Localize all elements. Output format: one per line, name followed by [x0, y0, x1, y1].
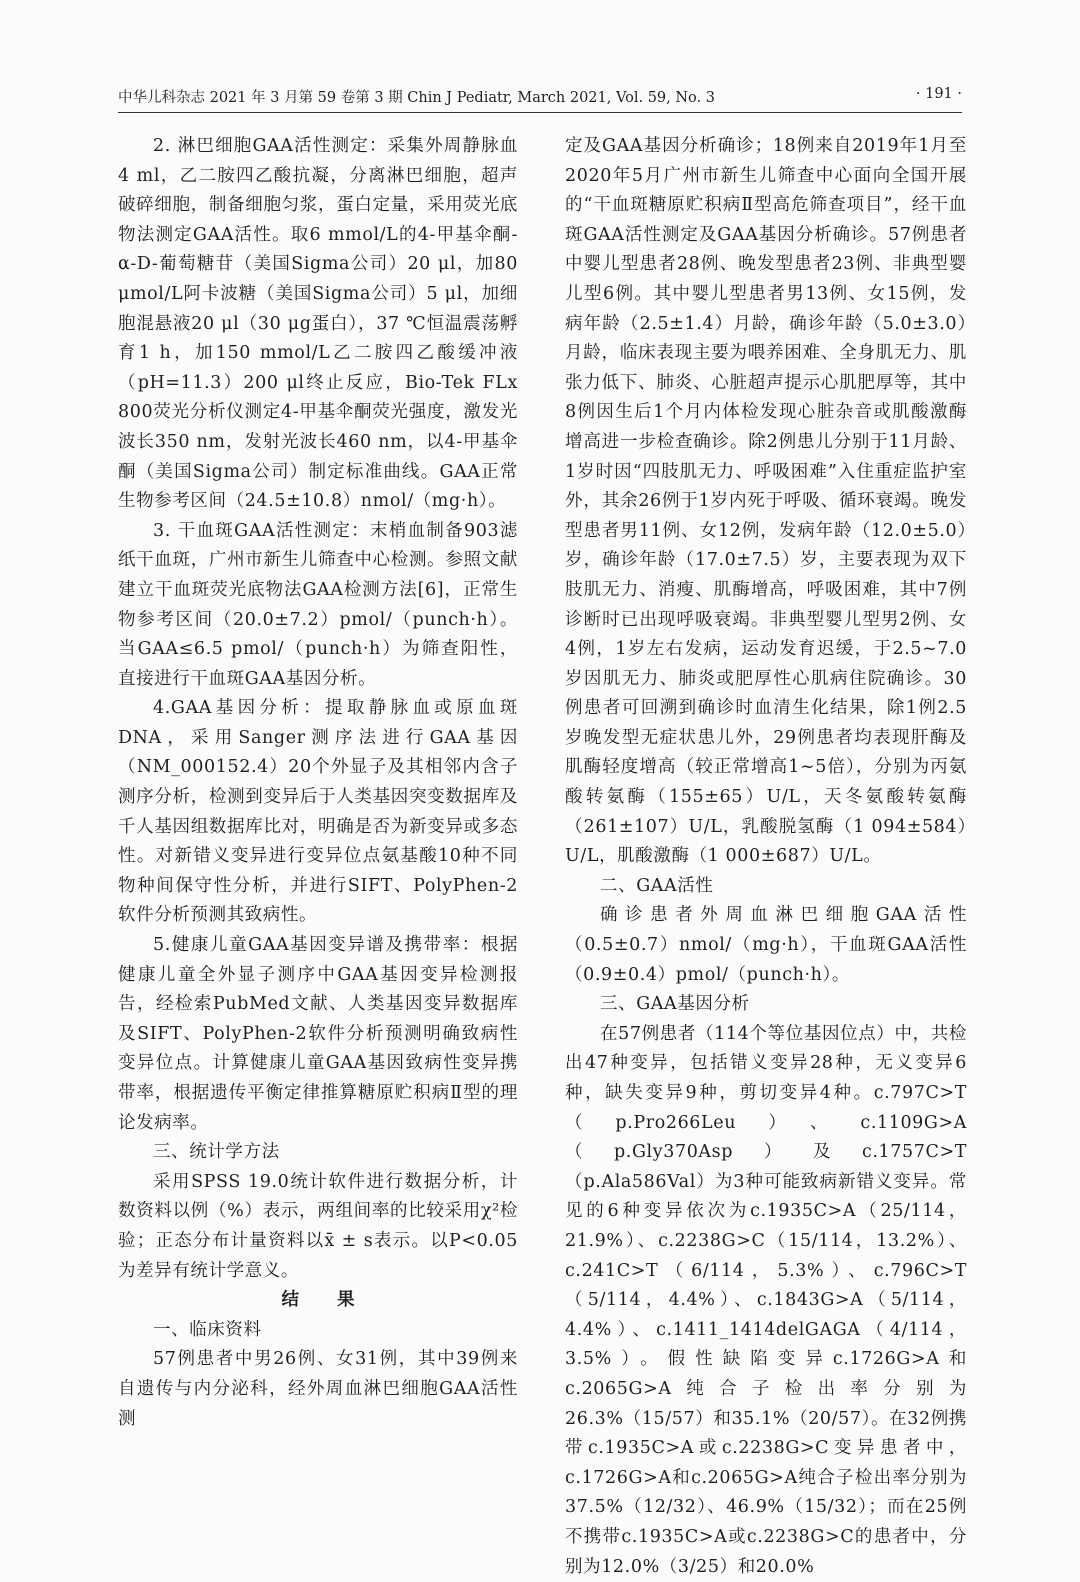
paragraph-statistics: 采用SPSS 19.0统计软件进行数据分析，计数资料以例（%）表示，两组间率的比较采用χ²检验；正态分布计量资料以x̄ ± s表示。以P<0.05为差异有统计学意义。: [118, 1171, 518, 1281]
journal-citation: 中华儿科杂志 2021 年 3 月第 59 卷第 3 期 Chin J Pediatr, March 2021, Vol. 59, No. 3: [118, 90, 715, 106]
paragraph-clinical-data-start: 57例患者中男26例、女31例，其中39例来自遗传与内分泌科，经外周血淋巴细胞GAA活性测: [118, 1349, 518, 1429]
paragraph-dried-blood-spot-gaa: 3. 干血斑GAA活性测定：末梢血制备903滤纸干血斑，广州市新生儿筛查中心检测。参照文献建立干血斑荧光底物法GAA检测方法[6]，正常生物参考区间（20.0±7.2）pmol/（punch·h）。当GAA≤6.5 pmol/（punch·h）为筛查阳性，直接进行干血斑GAA基因分析。: [118, 520, 518, 689]
subheading-gaa-activity: 二、GAA活性: [600, 875, 714, 896]
running-header: [118, 82, 962, 113]
page-number: · 191 ·: [915, 86, 962, 102]
subheading-statistics: 三、统计学方法: [153, 1142, 280, 1163]
paragraph-lymphocyte-gaa: 2. 淋巴细胞GAA活性测定：采集外周静脉血4 ml，乙二胺四乙酸抗凝，分离淋巴细胞，超声破碎细胞，制备细胞匀浆，蛋白定量，采用荧光底物法测定GAA活性。取6 mmol/L的4-甲基伞酮-α-D-葡萄糖苷（美国Sigma公司）20 μl，加80 μmol/L阿卡波糖（美国Sigma公司）5 μl，加细胞混悬液20 μl（30 μg蛋白），37 ℃恒温震荡孵育1 h，加150 mmol/L乙二胺四乙酸缓冲液（pH=11.3）200 μl终止反应，Bio-Tek FLx 800荧光分析仪测定4-甲基伞酮荧光强度，激发光波长350 nm，发射光波长460 nm，以4-甲基伞酮（美国Sigma公司）制定标准曲线。GAA正常生物参考区间（24.5±10.8）nmol/（mg·h）。: [118, 136, 518, 512]
right-column: [565, 132, 967, 1582]
paragraph-gaa-gene-analysis: 4.GAA基因分析：提取静脉血或原血斑DNA，采用Sanger测序法进行GAA基因（NM_000152.4）20个外显子及其相邻内含子测序分析，检测到变异后于人类基因突变数据库及千人基因组数据库比对，明确是否为新变异或多态性。对新错义变异进行变异位点氨基酸10种不同物种间保守性分析，并进行SIFT、PolyPhen-2软件分析预测其致病性。: [118, 698, 518, 926]
paragraph-gaa-gene-results: 在57例患者（114个等位基因位点）中，共检出47种变异，包括错义变异28种，无义变异6种，缺失变异9种，剪切变异4种。c.797C>T（p.Pro266Leu）、c.1109G>A（p.Gly370Asp）及c.1757C>T（p.Ala586Val）为3种可能致病新错义变异。常见的6种变异依次为c.1935C>A（25/114，21.9%）、c.2238G>C（15/114，13.2%）、c.241C>T（6/114，5.3%）、c.796C>T（5/114，4.4%）、c.1843G>A（5/114，4.4%）、c.1411_1414delGAGA（4/114，3.5%）。假性缺陷变异c.1726G>A和c.2065G>A纯合子检出率分别为26.3%（15/57）和35.1%（20/57）。在32例携带c.1935C>A或c.2238G>C变异患者中，c.1726G>A和c.2065G>A纯合子检出率分别为37.5%（12/32）、46.9%（15/32）；而在25例不携带c.1935C>A或c.2238G>C的患者中，分别为12.0%（3/25）和20.0%: [565, 1023, 967, 1577]
section-title-results: 结果: [281, 1290, 393, 1311]
left-column: [118, 132, 518, 1434]
paragraph-clinical-data-cont: 定及GAA基因分析确诊；18例来自2019年1月至2020年5月广州市新生儿筛查中心面向全国开展的“干血斑糖原贮积病Ⅱ型高危筛查项目”，经干血斑GAA活性测定及GAA基因分析确诊。57例患者中婴儿型患者28例、晚发型患者23例、非典型婴儿型6例。其中婴儿型患者男13例、女15例，发病年龄（2.5±1.4）月龄，确诊年龄（5.0±3.0）月龄，临床表现主要为喂养困难、全身肌无力、肌张力低下、肺炎、心脏超声提示心肌肥厚等，其中8例因生后1个月内体检发现心脏杂音或肌酸激酶增高进一步检查确诊。除2例患儿分别于11月龄、1岁时因“四肢肌无力、呼吸困难”入住重症监护室外，其余26例于1岁内死于呼吸、循环衰竭。晚发型患者男11例、女12例，发病年龄（12.0±5.0）岁，确诊年龄（17.0±7.5）岁，主要表现为双下肢肌无力、消瘦、肌酶增高，呼吸困难，其中7例诊断时已出现呼吸衰竭。非典型婴儿型男2例、女4例，1岁左右发病，运动发育迟缓，于2.5~7.0岁因肌无力、肺炎或肥厚性心肌病住院确诊。30例患者可回溯到确诊时血清生化结果，除1例2.5岁晚发型无症状患儿外，29例患者均表现肝酶及肌酶轻度增高（较正常增高1~5倍），分别为丙氨酸转氨酶（155±65）U/L，天冬氨酸转氨酶（261±107）U/L，乳酸脱氢酶（1 094±584）U/L，肌酸激酶（1 000±687）U/L。: [565, 136, 967, 867]
subheading-gaa-gene-results: 三、GAA基因分析: [600, 994, 750, 1015]
paragraph-gaa-activity: 确诊患者外周血淋巴细胞GAA活性（0.5±0.7）nmol/（mg·h），干血斑GAA活性（0.9±0.4）pmol/（punch·h）。: [565, 905, 967, 985]
subheading-clinical-data: 一、临床资料: [153, 1319, 262, 1340]
paragraph-healthy-children-carrier: 5.健康儿童GAA基因变异谱及携带率：根据健康儿童全外显子测序中GAA基因变异检测报告，经检索PubMed文献、人类基因变异数据库及SIFT、PolyPhen-2软件分析预测明确致病性变异位点。计算健康儿童GAA基因致病性变异携带率，根据遗传平衡定律推算糖原贮积病Ⅱ型的理论发病率。: [118, 935, 518, 1133]
